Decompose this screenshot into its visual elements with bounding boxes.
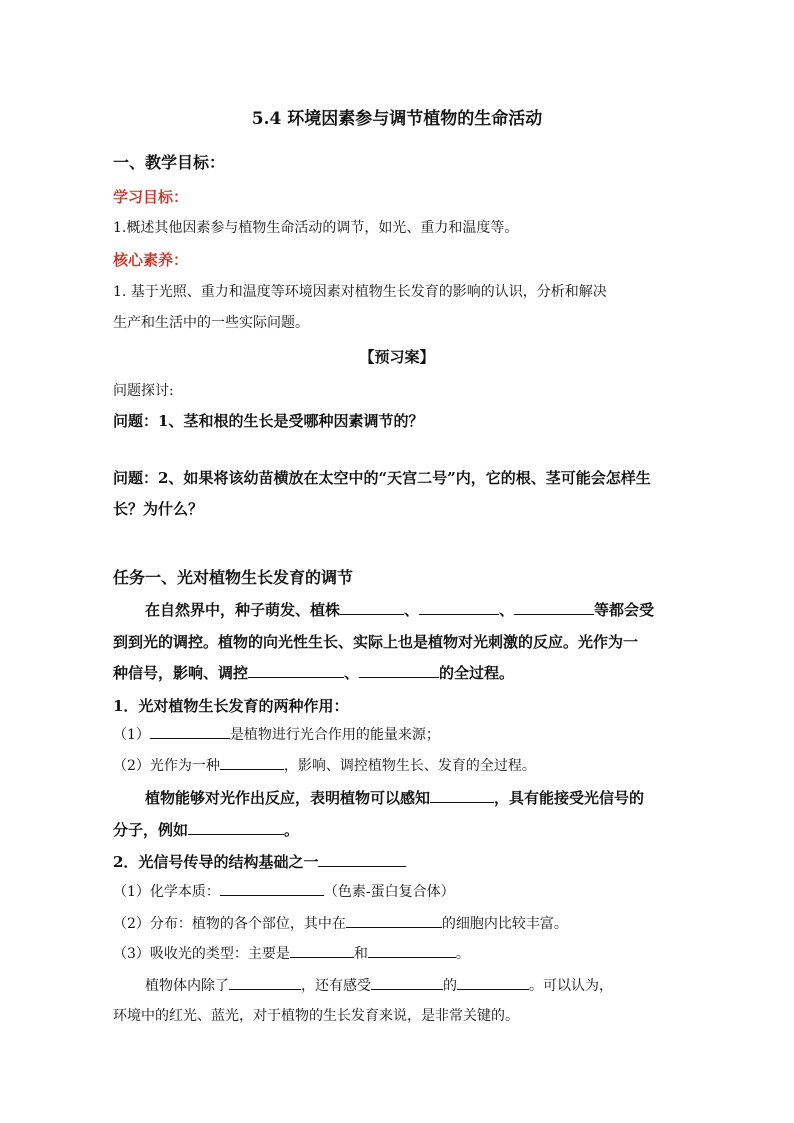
text: ，具有能接受光信号的 [494,789,645,807]
fill-blank[interactable] [457,975,529,990]
text: 的细胞内比较丰富。 [441,916,568,932]
fill-blank[interactable] [220,881,324,896]
text: 。 [455,946,470,962]
preview-heading: 【预习案】 [359,348,435,366]
paragraph-2-line-1 [145,787,644,808]
fill-blank[interactable] [419,600,499,615]
fill-blank[interactable] [150,724,230,739]
fill-blank[interactable] [346,913,442,928]
fill-blank[interactable] [229,975,301,990]
section-heading-objectives: 一、教学目标： [113,153,226,172]
fill-blank[interactable] [290,943,354,958]
fill-blank[interactable] [248,663,344,678]
text: （1）化学本质： [113,884,220,900]
point-2-item-1 [113,881,455,901]
text: 和 [353,946,368,962]
fill-blank[interactable] [368,943,456,958]
text: （1） [113,727,150,743]
text: 是植物进行光合作用的能量来源； [229,727,440,743]
text: （2）光作为一种 [113,758,220,774]
page-title: 5.4 环境因素参与调节植物的生命活动 [251,109,543,129]
paragraph-2-line-2 [113,819,299,840]
text: ，影响、调控植物生长、发育的全过程。 [283,758,536,774]
question-2-line-1: 问题：2、如果将该幼苗横放在太空中的“天宫二号”内，它的根、茎可能会怎样生 [113,469,651,487]
question-1: 问题：1、茎和根的生长是受哪种因素调节的？ [113,412,424,430]
point-2-item-2 [113,913,568,933]
learning-goal-text: 1.概述其他因素参与植物生命活动的调节，如光、重力和温度等。 [113,220,519,236]
text: 2．光信号传导的结构基础之一 [113,853,319,871]
text: 分子，例如 [113,821,189,839]
text: 、 [404,601,420,619]
fill-blank[interactable] [371,975,443,990]
text: 、 [499,601,515,619]
text: 、 [344,664,360,682]
point-2-item-3 [113,943,470,963]
text: 的 [443,978,457,994]
core-literacy-label: 核心素养： [113,251,189,269]
text: （色素-蛋白复合体） [323,884,455,900]
discussion-label: 问题探讨: [113,383,174,399]
core-literacy-text-2: 生产和生活中的一些实际问题。 [113,315,309,331]
point-1-item-2 [113,755,536,775]
question-2-line-2: 长？为什么？ [113,500,204,518]
paragraph-1-line-1 [145,599,654,620]
point-1-heading: 1．光对植物生长发育的两种作用： [113,697,349,715]
fill-blank[interactable] [359,663,439,678]
fill-blank[interactable] [318,852,406,867]
point-1-item-1 [113,724,440,744]
paragraph-3-line-2: 环境中的红光、蓝光，对于植物的生长发育来说，是非常关键的。 [113,1008,519,1024]
text: 的全过程。 [439,664,515,682]
fill-blank[interactable] [220,755,284,770]
core-literacy-text-1: 1. 基于光照、重力和温度等环境因素对植物生长发育的影响的认识，分析和解决 [113,284,607,300]
text: （3）吸收光的类型：主要是 [113,946,290,962]
text: 种信号，影响、调控 [113,664,249,682]
text: 植物体内除了 [145,978,229,994]
paragraph-1-line-3 [113,662,514,683]
text: 在自然界中，种子萌发、植株 [145,601,341,619]
text: 植物能够对光作出反应，表明植物可以感知 [145,789,431,807]
paragraph-1-line-2: 到到光的调控。植物的向光性生长、实际上也是植物对光刺激的反应。光作为一 [113,633,639,651]
task-1-heading: 任务一、光对植物生长发育的调节 [113,568,354,587]
text: 。 [284,821,300,839]
text: 。可以认为， [529,978,613,994]
point-2-heading [113,851,406,872]
fill-blank[interactable] [188,820,284,835]
text: （2）分布：植物的各个部位，其中在 [113,916,346,932]
fill-blank[interactable] [340,600,404,615]
fill-blank[interactable] [514,600,594,615]
fill-blank[interactable] [430,788,494,803]
learning-goal-label: 学习目标： [113,188,189,206]
text: ，还有感受 [301,978,371,994]
paragraph-3-line-1 [145,975,613,995]
text: 等都会受 [594,601,655,619]
